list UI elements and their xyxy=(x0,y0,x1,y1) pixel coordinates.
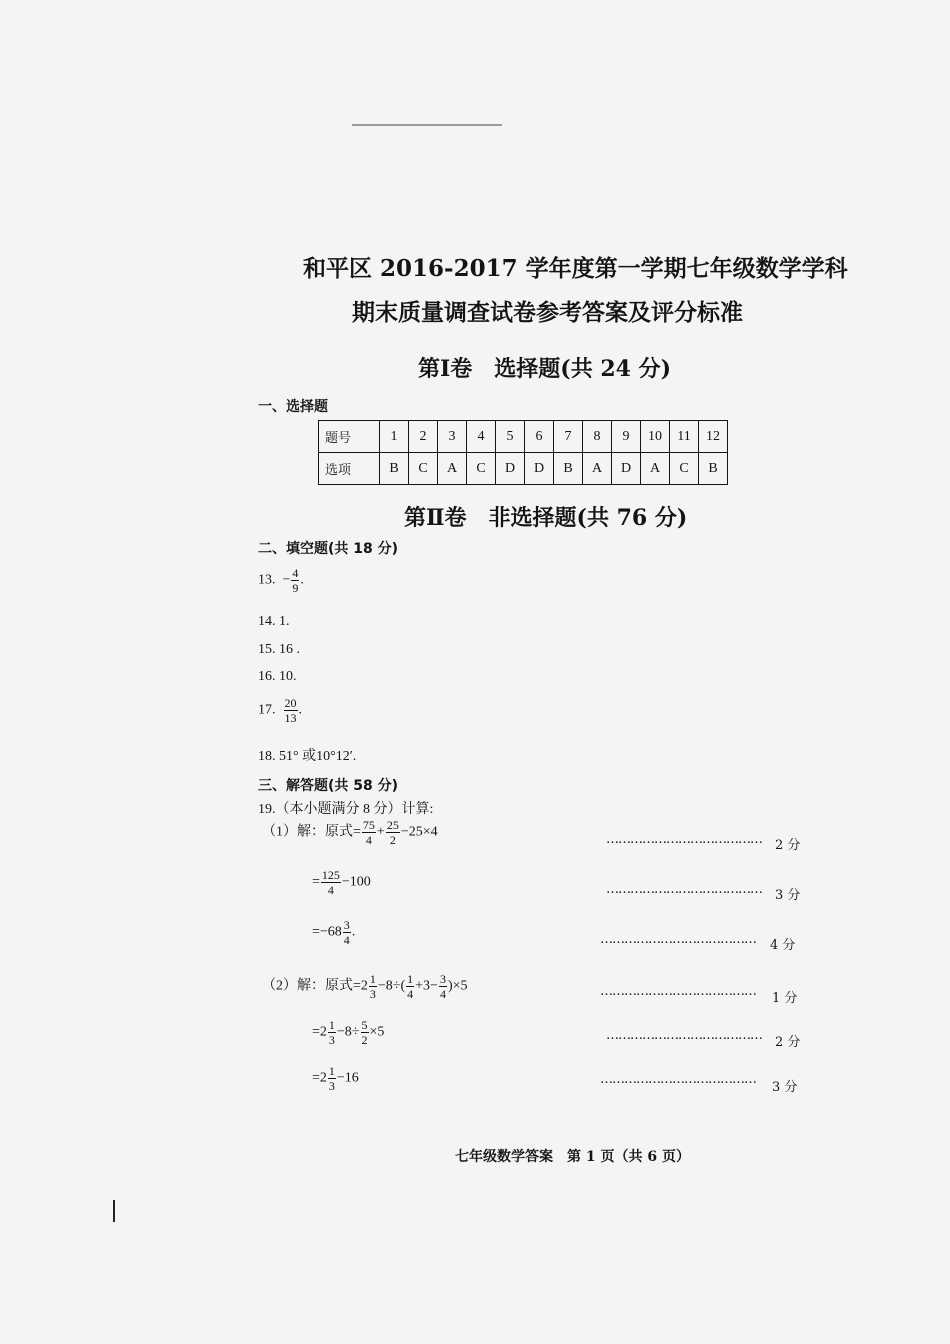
score-label: 2 分 xyxy=(775,838,801,853)
denominator: 4 xyxy=(407,987,414,1001)
dot-leader: ………………………………… xyxy=(600,984,756,999)
sub1-line-3 xyxy=(312,918,355,947)
answer-15: 15. 16 . xyxy=(258,642,300,657)
sub1-line-1 xyxy=(262,818,438,847)
numerator: 1 xyxy=(369,972,376,986)
expr-tail: −25×4 xyxy=(400,824,438,840)
table-row-numbers xyxy=(319,421,728,453)
operator: + xyxy=(376,824,385,840)
expr-middle: +3− xyxy=(415,978,438,994)
denominator: 13 xyxy=(284,711,297,725)
score-label: 4 分 xyxy=(770,938,796,953)
numerator: 20 xyxy=(284,696,297,710)
top-rule xyxy=(352,124,502,126)
table-cell: 5 xyxy=(496,421,525,453)
q13-period: . xyxy=(300,572,304,588)
dot-leader: ………………………………… xyxy=(606,832,762,847)
expr-prefix: = xyxy=(312,874,320,890)
expr-middle: −8÷ xyxy=(336,1024,360,1040)
table-cell: 12 xyxy=(699,421,728,453)
fraction xyxy=(361,1018,369,1047)
section-solve-label: 三、解答题(共 58 分) xyxy=(258,778,399,794)
denominator: 3 xyxy=(328,1079,335,1093)
denominator: 9 xyxy=(292,581,299,595)
dot-leader: ………………………………… xyxy=(600,1072,756,1087)
fraction xyxy=(386,818,400,847)
q13-number: 13. xyxy=(258,572,276,588)
part1-heading: 第Ⅰ卷 选择题(共 24 分) xyxy=(418,356,672,382)
score-label: 3 分 xyxy=(775,888,801,903)
table-cell: B xyxy=(699,453,728,485)
part2-heading: 第Ⅱ卷 非选择题(共 76 分) xyxy=(404,505,688,531)
dot-leader: ………………………………… xyxy=(606,882,762,897)
table-cell: 2 xyxy=(409,421,438,453)
fraction xyxy=(321,868,341,897)
table-cell: B xyxy=(380,453,409,485)
numerator: 1 xyxy=(328,1064,335,1078)
expr-tail: . xyxy=(351,924,356,940)
expr-prefix: =2 xyxy=(312,1024,327,1040)
numerator: 3 xyxy=(439,972,446,986)
table-cell: 7 xyxy=(554,421,583,453)
answer-17 xyxy=(258,696,302,725)
expr-prefix: （2）解：原式=2 xyxy=(262,978,368,994)
table-cell: 1 xyxy=(380,421,409,453)
table-cell: 10 xyxy=(641,421,670,453)
denominator: 2 xyxy=(361,1033,368,1047)
numerator: 3 xyxy=(343,918,350,932)
sub2-line-2 xyxy=(312,1018,384,1047)
table-cell: D xyxy=(612,453,641,485)
answer-16: 16. 10. xyxy=(258,669,297,684)
denominator: 4 xyxy=(365,833,372,847)
answer-table xyxy=(318,420,728,485)
table-cell: 9 xyxy=(612,421,641,453)
numerator: 4 xyxy=(292,566,299,580)
fraction xyxy=(369,972,377,1001)
table-row-answers xyxy=(319,453,728,485)
section-choice-label: 一、选择题 xyxy=(258,399,328,415)
table-cell: 8 xyxy=(583,421,612,453)
numerator: 25 xyxy=(386,818,399,832)
expr-prefix: =2 xyxy=(312,1070,327,1086)
answer-14: 14. 1. xyxy=(258,614,290,629)
title-line-1: 和平区 2016-2017 学年度第一学期七年级数学学科 xyxy=(303,255,848,282)
row-label-answer: 选项 xyxy=(319,453,380,485)
q13-sign: − xyxy=(282,572,291,588)
denominator: 3 xyxy=(369,987,376,1001)
dot-leader: ………………………………… xyxy=(600,932,756,947)
q17-number: 17. xyxy=(258,702,276,718)
section-fill-label: 二、填空题(共 18 分) xyxy=(258,541,399,557)
fraction xyxy=(328,1018,336,1047)
expr-tail: −100 xyxy=(341,874,371,890)
table-cell: D xyxy=(496,453,525,485)
sub2-line-3 xyxy=(312,1064,359,1093)
answer-18: 18. 51° 或10°12′. xyxy=(258,749,357,764)
denominator: 4 xyxy=(343,933,350,947)
sub1-line-2 xyxy=(312,868,371,897)
table-cell: C xyxy=(467,453,496,485)
table-cell: 6 xyxy=(525,421,554,453)
table-cell: 3 xyxy=(438,421,467,453)
denominator: 2 xyxy=(389,833,396,847)
table-cell: C xyxy=(670,453,699,485)
table-cell: C xyxy=(409,453,438,485)
scan-mark xyxy=(113,1200,115,1222)
denominator: 4 xyxy=(439,987,446,1001)
expr-prefix: （1）解：原式= xyxy=(262,824,361,840)
page-footer: 七年级数学答案 第 1 页（共 6 页） xyxy=(455,1149,690,1165)
expr-tail: ×5 xyxy=(369,1024,385,1040)
numerator: 125 xyxy=(321,868,340,882)
denominator: 4 xyxy=(327,883,334,897)
table-cell: A xyxy=(583,453,612,485)
fraction xyxy=(343,918,351,947)
sub2-line-1 xyxy=(262,972,468,1001)
numerator: 1 xyxy=(407,972,414,986)
fraction xyxy=(362,818,376,847)
numerator: 75 xyxy=(362,818,375,832)
expr-tail: )×5 xyxy=(447,978,468,994)
table-cell: D xyxy=(525,453,554,485)
expr-tail: −16 xyxy=(336,1070,359,1086)
score-label: 3 分 xyxy=(772,1080,798,1095)
denominator: 3 xyxy=(328,1033,335,1047)
table-cell: A xyxy=(438,453,467,485)
expr-middle: −8÷( xyxy=(377,978,406,994)
table-cell: 4 xyxy=(467,421,496,453)
numerator: 5 xyxy=(361,1018,368,1032)
title-line-2: 期末质量调查试卷参考答案及评分标准 xyxy=(352,299,743,326)
fraction xyxy=(406,972,414,1001)
score-label: 1 分 xyxy=(772,991,798,1006)
fraction xyxy=(284,696,298,725)
score-label: 2 分 xyxy=(775,1035,801,1050)
table-cell: 11 xyxy=(670,421,699,453)
fraction xyxy=(439,972,447,1001)
table-cell: B xyxy=(554,453,583,485)
row-label-number: 题号 xyxy=(319,421,380,453)
dot-leader: ………………………………… xyxy=(606,1028,762,1043)
q19-heading: 19.（本小题满分 8 分）计算: xyxy=(258,802,434,817)
answer-13 xyxy=(258,566,304,595)
table-cell: A xyxy=(641,453,670,485)
q17-period: . xyxy=(298,702,302,718)
numerator: 1 xyxy=(328,1018,335,1032)
fraction xyxy=(291,566,299,595)
fraction xyxy=(328,1064,336,1093)
expr-prefix: =−68 xyxy=(312,924,342,940)
